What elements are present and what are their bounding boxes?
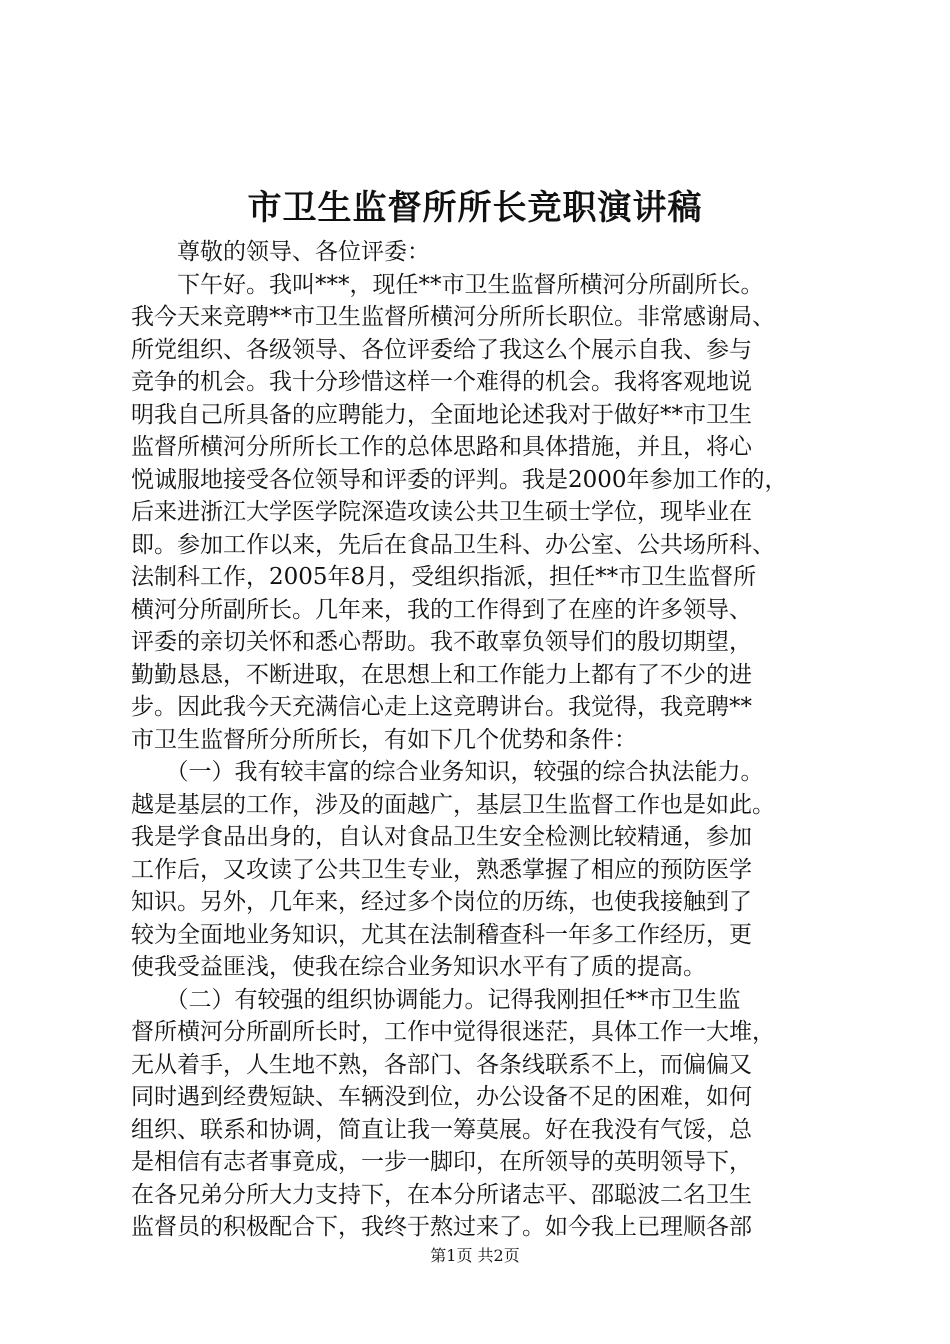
text-line: 勤勤恳恳，不断进取，在思想上和工作能力上都有了不少的进 xyxy=(131,661,752,688)
text-line: 下午好。我叫***，现任**市卫生监督所横河分所副所长。 xyxy=(131,271,764,298)
text-line: 评委的亲切关怀和悉心帮助。我不敢辜负领导们的殷切期望， xyxy=(131,629,752,655)
text-line: 监督所横河分所所长工作的总体思路和具体措施，并且，将心 xyxy=(131,434,752,460)
text-line: 后来进浙江大学医学院深造攻读公共卫生硕士学位，现毕业在 xyxy=(131,499,752,525)
text-line: 在各兄弟分所大力支持下，在本分所诸志平、邵聪波二名卫生 xyxy=(131,1181,752,1208)
text-line: 尊敬的领导、各位评委： xyxy=(131,239,430,265)
text-line: 使我受益匪浅，使我在综合业务知识水平有了质的提高。 xyxy=(131,954,706,980)
text-line: 越是基层的工作，涉及的面越广，基层卫生监督工作也是如此。 xyxy=(131,791,775,818)
page-footer: 第1页 共2页 xyxy=(430,1246,520,1265)
text-line: 竞争的机会。我十分珍惜这样一个难得的机会。我将客观地说 xyxy=(131,369,752,395)
text-line: 所党组织、各级领导、各位评委给了我这么个展示自我、参与 xyxy=(131,336,752,363)
text-line: 工作后，又攻读了公共卫生专业，熟悉掌握了相应的预防医学 xyxy=(131,856,752,883)
text-line: 步。因此我今天充满信心走上这竞聘讲台。我觉得，我竞聘** xyxy=(131,694,752,720)
text-line: 法制科工作，2005年8月，受组织指派，担任**市卫生监督所 xyxy=(131,564,757,590)
text-line: 明我自己所具备的应聘能力，全面地论述我对于做好**市卫生 xyxy=(131,401,752,428)
text-line: 同时遇到经费短缺、车辆没到位，办公设备不足的困难，如何 xyxy=(131,1084,752,1110)
text-line: 我是学食品出身的，自认对食品卫生安全检测比较精通，参加 xyxy=(131,824,752,850)
text-line: 知识。另外，几年来，经过多个岗位的历练，也使我接触到了 xyxy=(131,889,752,915)
document-body xyxy=(131,236,851,1244)
text-line: 是相信有志者事竟成，一步一脚印，在所领导的英明领导下， xyxy=(131,1149,752,1175)
text-line: 较为全面地业务知识，尤其在法制稽查科一年多工作经历，更 xyxy=(131,921,752,948)
text-line: 督所横河分所副所长时，工作中觉得很迷茫，具体工作一大堆， xyxy=(131,1019,775,1045)
text-line: 悦诚服地接受各位领导和评委的评判。我是2000年参加工作的， xyxy=(131,466,788,493)
text-line: 监督员的积极配合下，我终于熬过来了。如今我上已理顺各部 xyxy=(131,1214,752,1240)
text-line: 市卫生监督所分所所长，有如下几个优势和条件： xyxy=(131,726,637,753)
text-line: 组织、联系和协调，简直让我一筹莫展。好在我没有气馁，总 xyxy=(131,1116,752,1143)
text-line: 我今天来竞聘**市卫生监督所横河分所所长职位。非常感谢局、 xyxy=(131,304,775,330)
document-title: 市卫生监督所所长竞职演讲稿 xyxy=(247,188,703,228)
text-line: 无从着手，人生地不熟，各部门、各条线联系不上，而偏偏又 xyxy=(131,1051,752,1078)
text-line: 横河分所副所长。几年来，我的工作得到了在座的许多领导、 xyxy=(131,596,752,623)
text-line: 即。参加工作以来，先后在食品卫生科、办公室、公共场所科、 xyxy=(131,531,775,558)
text-line: （二）有较强的组织协调能力。记得我刚担任**市卫生监 xyxy=(131,986,741,1013)
text-line: （一）我有较丰富的综合业务知识，较强的综合执法能力。 xyxy=(131,759,764,785)
